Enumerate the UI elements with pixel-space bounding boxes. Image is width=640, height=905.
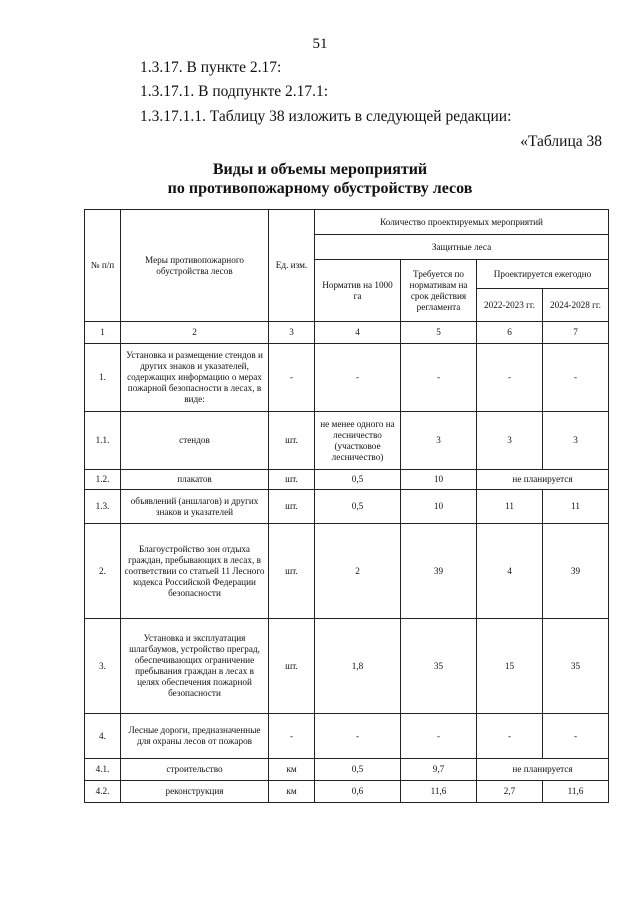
cell-num: 2. bbox=[85, 524, 121, 619]
column-number: 1 bbox=[85, 322, 121, 344]
cell-period-1: - bbox=[477, 344, 543, 412]
title-line-2: по противопожарному обустройству лесов bbox=[167, 180, 473, 197]
column-number: 4 bbox=[315, 322, 401, 344]
cell-num: 1.1. bbox=[85, 412, 121, 470]
cell-num: 1.3. bbox=[85, 490, 121, 524]
cell-num: 3. bbox=[85, 619, 121, 714]
cell-measure: Благоустройство зон отдыха граждан, пребывающих в лесах, в соответствии со статьей 11 Лесного кодекса Российской Федерации безопасности bbox=[121, 524, 269, 619]
paragraph-3: 1.3.17.1.1. Таблицу 38 изложить в следующей редакции: bbox=[140, 108, 512, 125]
cell-period-1: 15 bbox=[477, 619, 543, 714]
cell-num: 1. bbox=[85, 344, 121, 412]
header-norm: Норматив на 1000 га bbox=[315, 260, 401, 322]
cell-measure: стендов bbox=[121, 412, 269, 470]
header-planned: Проектируется ежегодно bbox=[477, 260, 609, 289]
column-number: 6 bbox=[477, 322, 543, 344]
cell-measure: объявлений (аншлагов) и других знаков и указателей bbox=[121, 490, 269, 524]
column-number: 5 bbox=[401, 322, 477, 344]
header-required: Требуется по нормативам на срок действия регламента bbox=[401, 260, 477, 322]
cell-required: 39 bbox=[401, 524, 477, 619]
cell-required: 11,6 bbox=[401, 781, 477, 803]
cell-period-1: 4 bbox=[477, 524, 543, 619]
cell-measure: Лесные дороги, предназначенные для охраны лесов от пожаров bbox=[121, 714, 269, 759]
cell-num: 4.2. bbox=[85, 781, 121, 803]
header-protective: Защитные леса bbox=[315, 235, 609, 260]
cell-period-2: 39 bbox=[543, 524, 609, 619]
page-number: 51 bbox=[312, 36, 328, 52]
cell-planned-merged: не планируется bbox=[477, 759, 609, 781]
column-number: 2 bbox=[121, 322, 269, 344]
column-number: 7 bbox=[543, 322, 609, 344]
cell-unit: - bbox=[269, 714, 315, 759]
cell-norm: 1,8 bbox=[315, 619, 401, 714]
cell-period-1: 3 bbox=[477, 412, 543, 470]
cell-unit: шт. bbox=[269, 524, 315, 619]
cell-norm: 2 bbox=[315, 524, 401, 619]
table-row bbox=[85, 344, 609, 412]
cell-period-2: 3 bbox=[543, 412, 609, 470]
paragraph-1: 1.3.17. В пункте 2.17: bbox=[140, 59, 282, 76]
cell-measure: Установка и размещение стендов и других знаков и указателей, содержащих информацию о мерах пожарной безопасности в лесах, в виде: bbox=[121, 344, 269, 412]
cell-unit: км bbox=[269, 781, 315, 803]
document-title bbox=[0, 160, 640, 198]
cell-measure: плакатов bbox=[121, 470, 269, 490]
cell-period-2: 35 bbox=[543, 619, 609, 714]
cell-measure: реконструкция bbox=[121, 781, 269, 803]
cell-norm: 0,5 bbox=[315, 759, 401, 781]
cell-unit: км bbox=[269, 759, 315, 781]
cell-period-2: - bbox=[543, 714, 609, 759]
cell-required: - bbox=[401, 714, 477, 759]
cell-norm: 0,5 bbox=[315, 470, 401, 490]
cell-unit: шт. bbox=[269, 412, 315, 470]
cell-norm: - bbox=[315, 344, 401, 412]
header-quantity: Количество проектируемых мероприятий bbox=[315, 210, 609, 235]
column-number: 3 bbox=[269, 322, 315, 344]
cell-unit: шт. bbox=[269, 470, 315, 490]
header-period-2: 2024-2028 гг. bbox=[543, 289, 609, 322]
cell-required: 3 bbox=[401, 412, 477, 470]
cell-num: 1.2. bbox=[85, 470, 121, 490]
table-row bbox=[85, 412, 609, 470]
paragraph-2: 1.3.17.1. В подпункте 2.17.1: bbox=[140, 83, 329, 100]
cell-unit: шт. bbox=[269, 619, 315, 714]
cell-required: 9,7 bbox=[401, 759, 477, 781]
cell-norm: 0,5 bbox=[315, 490, 401, 524]
table-row bbox=[85, 619, 609, 714]
header-measure: Меры противопожарного обустройства лесов bbox=[121, 210, 269, 322]
header-num: № п/п bbox=[85, 210, 121, 322]
table-row bbox=[85, 524, 609, 619]
header-unit: Ед. изм. bbox=[269, 210, 315, 322]
cell-period-1: - bbox=[477, 714, 543, 759]
cell-required: - bbox=[401, 344, 477, 412]
cell-norm: - bbox=[315, 714, 401, 759]
cell-period-1: 11 bbox=[477, 490, 543, 524]
cell-required: 35 bbox=[401, 619, 477, 714]
cell-planned-merged: не планируется bbox=[477, 470, 609, 490]
cell-period-2: 11,6 bbox=[543, 781, 609, 803]
table-row bbox=[85, 781, 609, 803]
cell-num: 4. bbox=[85, 714, 121, 759]
cell-norm: не менее одного на лесничество (участковое лесничество) bbox=[315, 412, 401, 470]
table-caption: «Таблица 38 bbox=[520, 133, 602, 150]
cell-required: 10 bbox=[401, 490, 477, 524]
table-row bbox=[85, 490, 609, 524]
cell-required: 10 bbox=[401, 470, 477, 490]
title-line-1: Виды и объемы мероприятий bbox=[212, 161, 428, 178]
table-row bbox=[85, 714, 609, 759]
cell-unit: - bbox=[269, 344, 315, 412]
table-row bbox=[85, 759, 609, 781]
cell-period-1: 2,7 bbox=[477, 781, 543, 803]
table-row bbox=[85, 470, 609, 490]
cell-period-2: - bbox=[543, 344, 609, 412]
cell-measure: Установка и эксплуатация шлагбаумов, устройство преград, обеспечивающих ограничение пребывания граждан в лесах в целях обеспечения пожарной безопасности bbox=[121, 619, 269, 714]
cell-unit: шт. bbox=[269, 490, 315, 524]
cell-measure: строительство bbox=[121, 759, 269, 781]
measures-table bbox=[84, 209, 609, 803]
cell-num: 4.1. bbox=[85, 759, 121, 781]
cell-norm: 0,6 bbox=[315, 781, 401, 803]
header-period-1: 2022-2023 гг. bbox=[477, 289, 543, 322]
cell-period-2: 11 bbox=[543, 490, 609, 524]
